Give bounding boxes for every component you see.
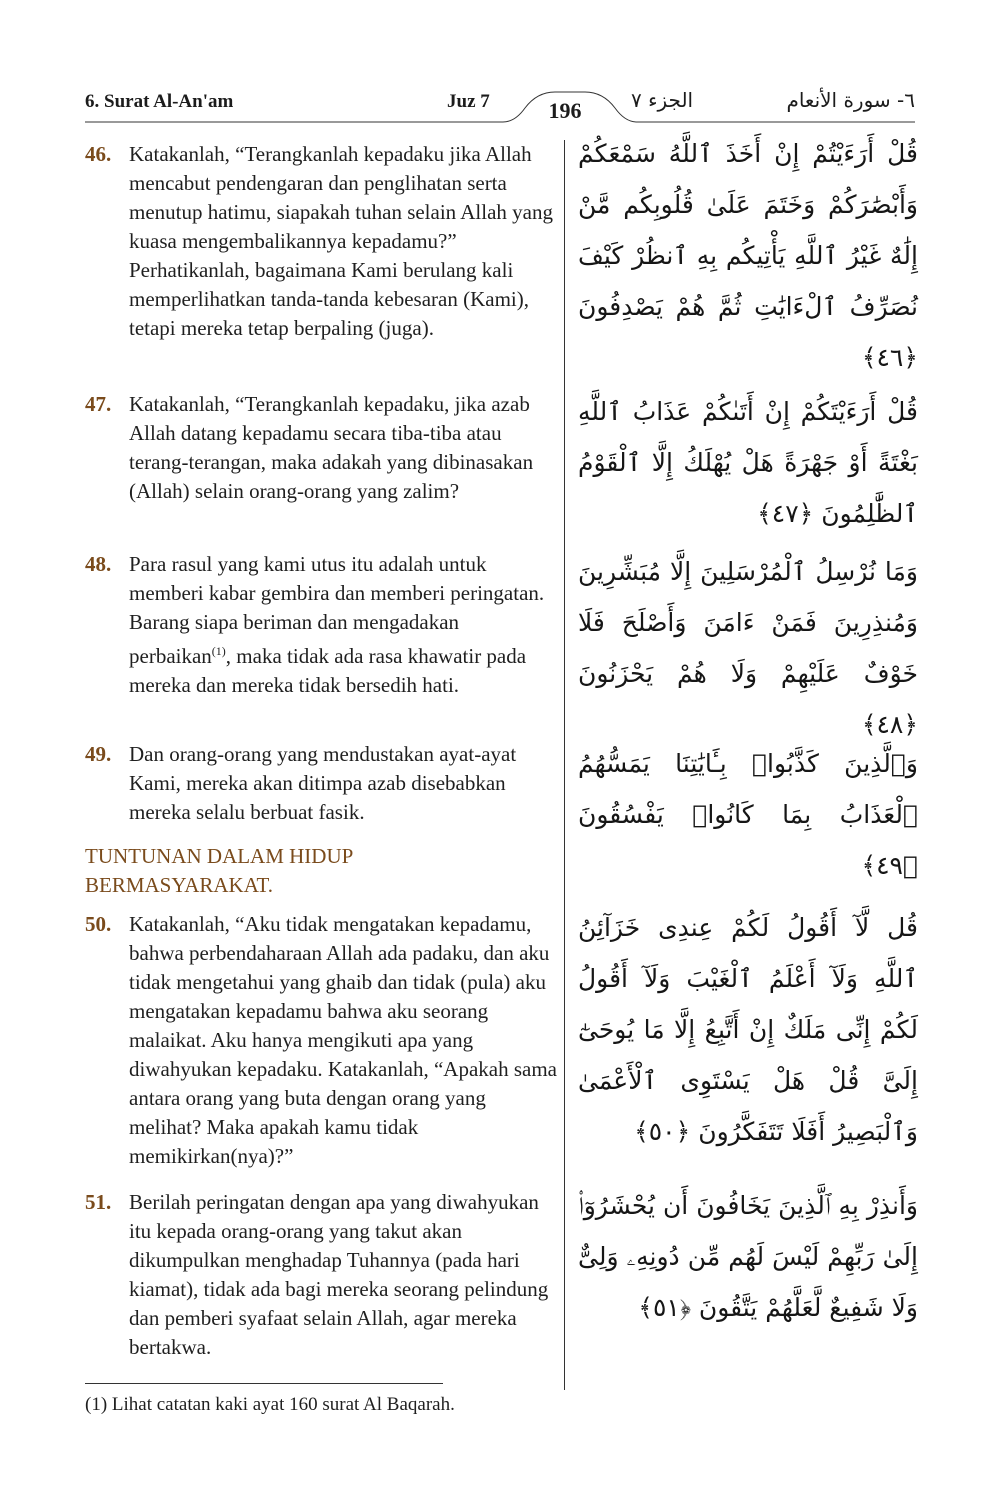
surah-title-latin: 6. Surat Al-An'am xyxy=(85,91,234,112)
verse-number: 50. xyxy=(85,912,112,936)
verse-translation: Berilah peringatan dengan apa yang diwahyukan itu kepada orang-orang yang takut akan dikumpulkan menghadap Tuhannya (pada hari kiamat), tidak ada bagi mereka seorang pelindung dan pemberi syafaat selain Allah, agar mereka bertakwa. xyxy=(129,1190,549,1359)
verse-text-part: Para rasul yang kami utus itu adalah untuk memberi kabar gembira dan memberi peringatan. Barang siapa beriman dan mengadakan perbaikan xyxy=(129,552,545,668)
verse-translation: Katakanlah, “Terangkanlah kepadaku jika Allah mencabut pendengaran dan penglihatan serta menutup hatimu, siapakah tuhan selain Allah yang kuasa mengembalikannya kepadamu?” Perhatikanlah, bagaimana Kami berulang kali memperlihatkan tanda-tanda kebesaran (Kami), tetapi mereka tetap berpaling (juga). xyxy=(129,142,553,340)
verse-arabic: قُلْ أَرَءَيْتُمْ إِنْ أَخَذَ ٱللَّهُ سَمْعَكُمْ وَأَبْصَٰرَكُمْ وَخَتَمَ عَلَىٰ قُلُوبِكُم مَّنْ إِلَٰهٌ غَيْرُ ٱللَّهِ يَأْتِيكُم بِهِ ٱنظُرْ كَيْفَ نُصَرِّفُ ٱلْءَايَٰتِ ثُمَّ هُمْ يَصْدِفُونَ ﴿٤٦﴾ xyxy=(578,139,918,372)
surah-title-arabic: ٦- سورة الأنعام xyxy=(786,88,915,112)
verse-translation: Katakanlah, “Aku tidak mengatakan kepadamu, bahwa perbendaharaan Allah ada padaku, dan aku tidak mengetahui yang ghaib dan tidak (pula) aku mengatakan kepadamu bahwa aku seorang malaikat. Aku hanya mengikuti apa yang diwahyukan kepadaku. Katakanlah, “Apakah sama antara orang yang buta dengan orang yang melihat? Maka apakah kamu tidak memikirkan(nya)?” xyxy=(129,912,557,1168)
verse-number: 46. xyxy=(85,142,112,166)
footnote-reference: (1) xyxy=(211,644,226,658)
verse-arabic: وَٱلَّذِينَ كَذَّبُوا۟ بِـَٔايَٰتِنَا يَمَسُّهُمُ ٱلْعَذَابُ بِمَا كَانُوا۟ يَفْسُقُونَ ﴿٤٩﴾ xyxy=(578,749,918,880)
verse-translation: Katakanlah, “Terangkanlah kepadaku, jika azab Allah datang kepadamu secara tiba-tiba atau terang-terangan, maka adakah yang dibinasakan (Allah) selain orang-orang yang zalim? xyxy=(129,392,534,503)
verse-arabic: وَأَنذِرْ بِهِ ٱلَّذِينَ يَخَافُونَ أَن يُحْشَرُوٓا۟ إِلَىٰ رَبِّهِمْ لَيْسَ لَهُم مِّن دُونِهِۦ وَلِىٌّ وَلَا شَفِيعٌ لَّعَلَّهُمْ يَتَّقُونَ ﴿٥١﴾ xyxy=(578,1191,918,1322)
verse-number: 48. xyxy=(85,552,112,576)
section-title: TUNTUNAN DALAM HIDUP BERMASYARAKAT. xyxy=(85,844,353,897)
verse-number: 47. xyxy=(85,392,112,416)
verse-text-part: , maka tidak ada rasa khawatir pada mereka dan mereka tidak bersedih hati. xyxy=(129,644,527,697)
verse-number: 51. xyxy=(85,1190,112,1214)
page-number: 196 xyxy=(548,98,582,123)
footnote-rule xyxy=(85,1383,443,1384)
verse-translation: Dan orang-orang yang mendustakan ayat-ayat Kami, mereka akan ditimpa azab disebabkan mereka selalu berbuat fasik. xyxy=(129,742,517,824)
verse-translation xyxy=(129,550,559,700)
page-header xyxy=(85,80,915,130)
juz-label-arabic: الجزء ٧ xyxy=(631,88,694,112)
verse-number: 49. xyxy=(85,742,112,766)
verse-arabic: قُل لَّآ أَقُولُ لَكُمْ عِندِى خَزَآئِنُ ٱللَّهِ وَلَآ أَعْلَمُ ٱلْغَيْبَ وَلَآ أَقُولُ لَكُمْ إِنِّى مَلَكٌ إِنْ أَتَّبِعُ إِلَّا مَا يُوحَىٰٓ إِلَىَّ قُلْ هَلْ يَسْتَوِى ٱلْأَعْمَىٰ وَٱلْبَصِيرُ أَفَلَا تَتَفَكَّرُونَ ﴿٥٠﴾ xyxy=(578,913,918,1146)
column-divider xyxy=(564,140,565,1390)
juz-label-latin: Juz 7 xyxy=(447,91,490,112)
verse-arabic: وَمَا نُرْسِلُ ٱلْمُرْسَلِينَ إِلَّا مُبَشِّرِينَ وَمُنذِرِينَ فَمَنْ ءَامَنَ وَأَصْلَحَ فَلَا خَوْفٌ عَلَيْهِمْ وَلَا هُمْ يَحْزَنُونَ ﴿٤٨﴾ xyxy=(578,557,918,739)
footnote: (1) Lihat catatan kaki ayat 160 surat Al Baqarah. xyxy=(85,1394,455,1415)
verse-arabic: قُلْ أَرَءَيْتَكُمْ إِنْ أَتَىٰكُمْ عَذَابُ ٱللَّهِ بَغْتَةً أَوْ جَهْرَةً هَلْ يُهْلَكُ إِلَّا ٱلْقَوْمُ ٱلظَّٰلِمُونَ ﴿٤٧﴾ xyxy=(578,397,918,528)
